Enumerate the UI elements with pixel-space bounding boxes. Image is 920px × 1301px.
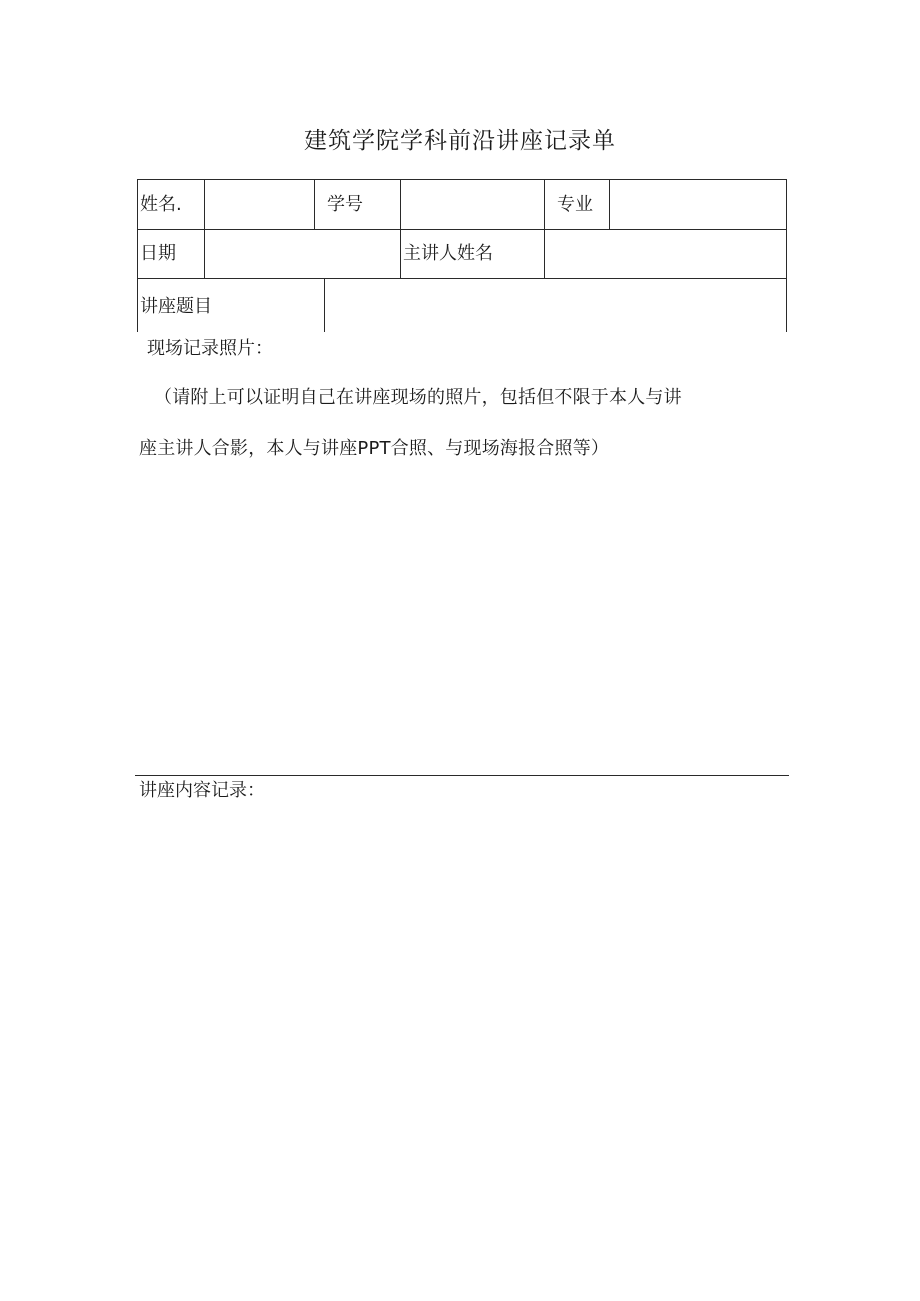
name-field[interactable] <box>205 180 314 229</box>
table-col-divider <box>544 179 545 229</box>
photo-instructions-line-2: 座主讲人合影，本人与讲座PPT合照、与现场海报合照等） <box>139 438 610 459</box>
table-border-right <box>786 179 787 332</box>
date-field[interactable] <box>205 230 400 278</box>
table-border-left <box>137 179 138 332</box>
student-id-label: 学号 <box>327 194 363 215</box>
topic-field[interactable] <box>325 279 786 332</box>
content-section-heading: 讲座内容记录： <box>139 780 265 801</box>
speaker-field[interactable] <box>545 230 786 278</box>
date-label: 日期 <box>140 243 176 264</box>
content-notes-area[interactable] <box>138 810 788 1250</box>
major-field[interactable] <box>610 180 786 229</box>
major-label: 专业 <box>557 194 593 215</box>
name-label: 姓名. <box>140 194 182 215</box>
topic-label: 讲座题目 <box>140 296 212 317</box>
section-divider <box>135 775 789 776</box>
document-title: 建筑学院学科前沿讲座记录单 <box>304 128 616 154</box>
photo-instructions-line-1: （请附上可以证明自己在讲座现场的照片，包括但不限于本人与讲 <box>154 387 682 408</box>
table-col-divider <box>400 229 401 278</box>
speaker-label: 主讲人姓名 <box>403 243 493 264</box>
table-col-divider <box>314 179 315 229</box>
student-id-field[interactable] <box>401 180 544 229</box>
photo-attachment-area[interactable] <box>138 470 788 770</box>
photo-section-heading: 现场记录照片： <box>147 338 273 359</box>
